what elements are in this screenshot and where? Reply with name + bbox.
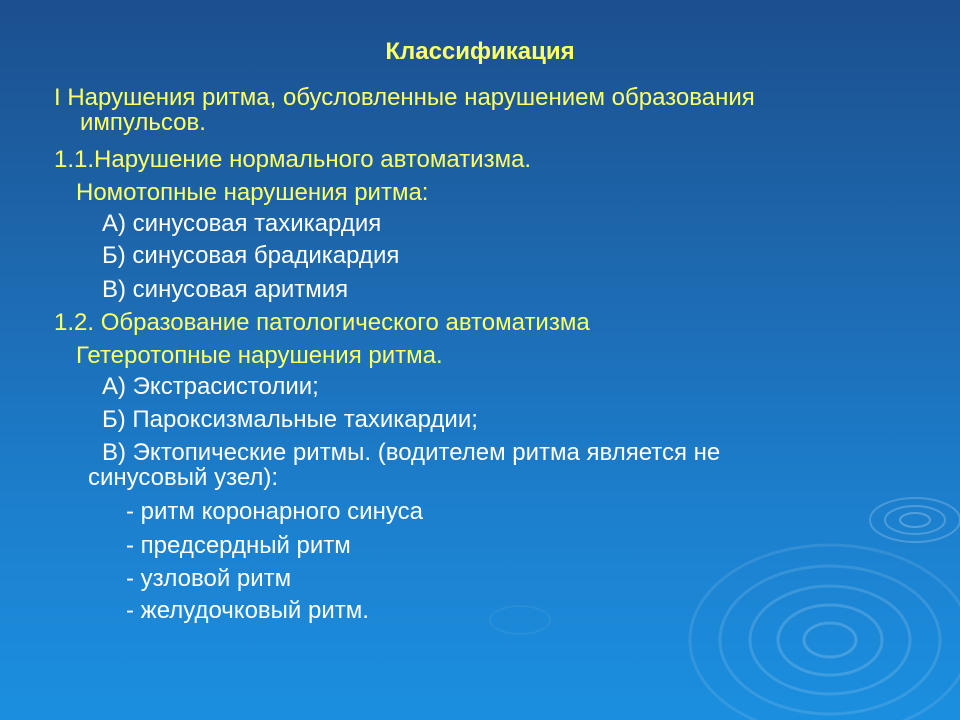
subsection-1-2-group: Гетеротопные нарушения ритма. [76,342,443,369]
sub-list-item: - ритм коронарного синуса [126,498,423,525]
subsection-1-1: 1.1.Нарушение нормального автоматизма. [54,146,532,173]
subsection-1-1-group: Номотопные нарушения ритма: [76,179,429,206]
sub-list-item: - узловой ритм [126,565,292,592]
section-heading-1-continuation: импульсов. [80,109,206,136]
list-item: В) Эктопические ритмы. (водителем ритма является не [102,439,721,466]
list-item: А) Экстрасистолии; [102,373,319,400]
sub-list-item: - предсердный ритм [126,532,351,559]
list-item-continuation: синусовый узел): [88,464,279,491]
slide-title: Классификация [385,38,575,65]
sub-list-item: - желудочковый ритм. [126,597,369,624]
subsection-1-2: 1.2. Образование патологического автоматизма [54,309,590,336]
list-item: Б) синусовая брадикардия [102,242,400,269]
list-item: Б) Пароксизмальные тахикардии; [102,406,478,433]
list-item: В) синусовая аритмия [102,276,349,303]
section-heading-1: I Нарушения ритма, обусловленные нарушением образования [54,84,755,111]
list-item: А) синусовая тахикардия [102,210,382,237]
